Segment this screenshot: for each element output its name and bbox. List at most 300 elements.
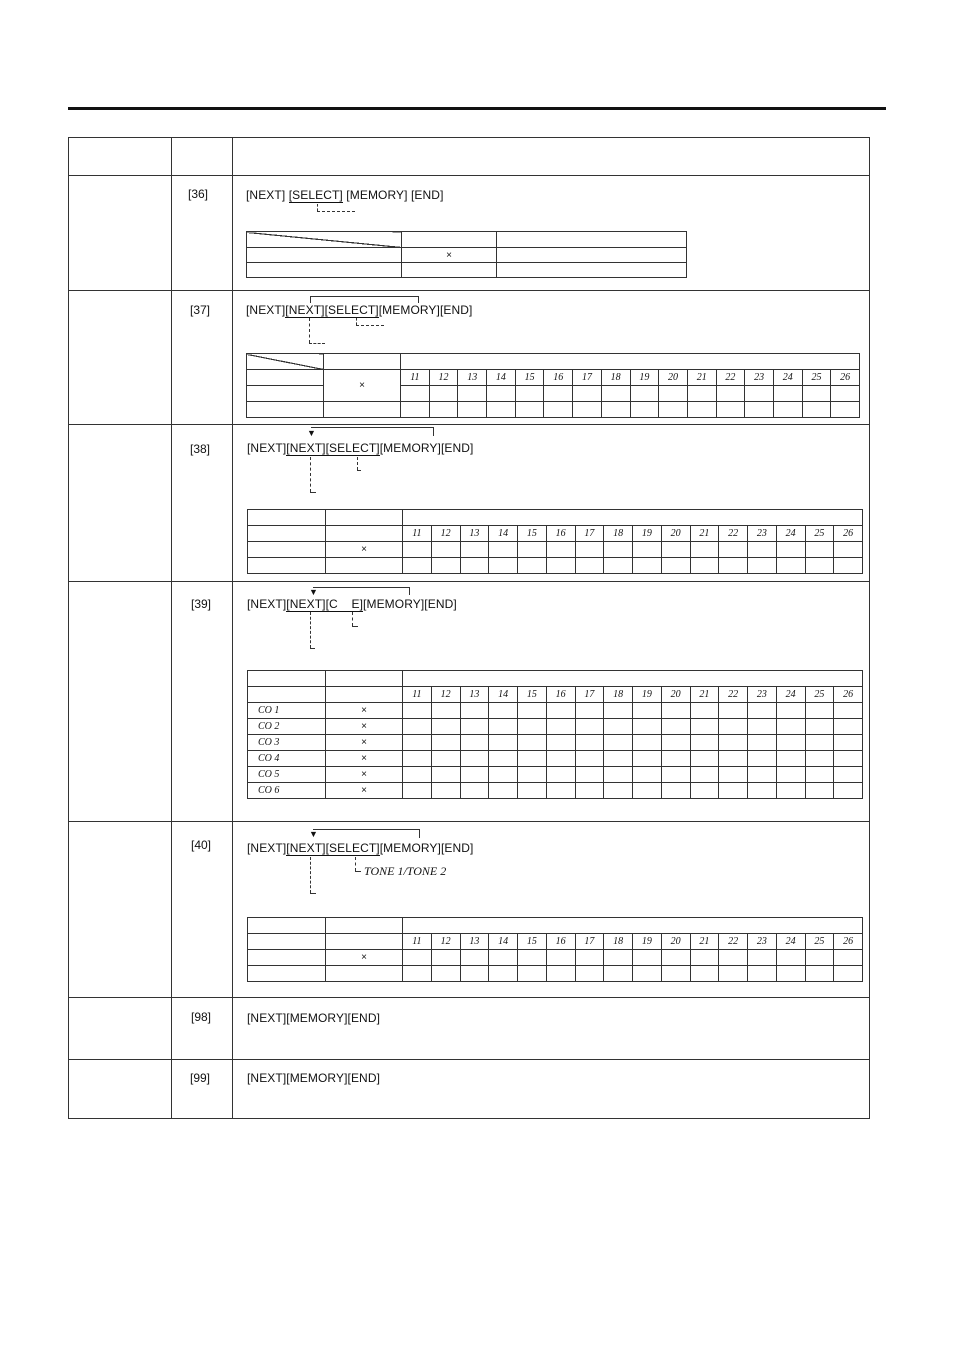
table-cell [403, 542, 432, 558]
key-next: [NEXT] [247, 597, 287, 611]
loop-line [418, 296, 419, 303]
table-cell [748, 719, 777, 735]
default-mark: × [326, 950, 403, 966]
table-cell [460, 703, 489, 719]
table-cell [601, 402, 630, 418]
table-cell [518, 767, 547, 783]
code-40: [40] [191, 838, 212, 852]
table-cell [633, 735, 662, 751]
table-cell [690, 751, 719, 767]
table-cell [773, 402, 802, 418]
table-cell [546, 542, 575, 558]
column-number: 12 [431, 934, 460, 950]
key-select: [SELECT] [288, 188, 343, 202]
column-divider-1 [171, 137, 172, 1119]
table-cell [546, 703, 575, 719]
table-cell [802, 402, 831, 418]
table-cell [546, 751, 575, 767]
key-sequence-98: [NEXT][MEMORY][END] [247, 1011, 381, 1025]
bracket-line [352, 612, 353, 626]
table-cell [515, 386, 544, 402]
table-cell [633, 966, 662, 982]
table-cell [247, 402, 324, 418]
code-36: [36] [188, 187, 209, 201]
column-number: 21 [690, 526, 719, 542]
table-cell [690, 542, 719, 558]
key-select: [SELECT] [325, 441, 380, 455]
table-cell [324, 402, 401, 418]
table-cell [805, 751, 834, 767]
table-cell [604, 703, 633, 719]
co-label: CO 4 [248, 751, 326, 767]
key-next: [NEXT] [247, 841, 287, 855]
table-cell [805, 719, 834, 735]
key-select: [SELECT] [324, 303, 379, 317]
key-next: [NEXT] [286, 597, 326, 611]
column-number: 26 [834, 526, 863, 542]
column-number: 26 [834, 934, 863, 950]
table-cell [805, 783, 834, 799]
bracket-line [317, 211, 355, 212]
bracket-line [310, 857, 311, 893]
loop-line [313, 587, 409, 588]
table-cell [604, 950, 633, 966]
column-number: 23 [745, 370, 774, 386]
code-98: [98] [191, 1010, 212, 1024]
table-cell [401, 402, 430, 418]
column-number: 26 [831, 370, 860, 386]
table-cell [776, 719, 805, 735]
column-number: 15 [518, 526, 547, 542]
table-cell [497, 232, 687, 248]
table-cell [690, 719, 719, 735]
column-number: 26 [834, 687, 863, 703]
table-cell [776, 950, 805, 966]
table-cell [247, 263, 402, 278]
table-cell [719, 783, 748, 799]
table-cell [248, 526, 326, 542]
table-cell [248, 687, 326, 703]
table-cell [834, 735, 863, 751]
default-mark: × [326, 735, 403, 751]
co-label: CO 2 [248, 719, 326, 735]
loop-line [409, 587, 410, 595]
table-cell [604, 735, 633, 751]
table-cell [719, 703, 748, 719]
table-cell [661, 950, 690, 966]
table-cell [805, 950, 834, 966]
column-number: 19 [633, 687, 662, 703]
table-cell [518, 966, 547, 982]
column-number: 14 [489, 526, 518, 542]
table-cell [326, 510, 403, 526]
key-next: [NEXT] [285, 303, 325, 317]
table-cell [776, 558, 805, 574]
option-table-37 [246, 353, 860, 418]
table-cell [690, 783, 719, 799]
table-cell [489, 966, 518, 982]
table-cell [661, 558, 690, 574]
table-cell [515, 402, 544, 418]
table-cell [544, 402, 573, 418]
table-cell [601, 386, 630, 402]
column-number: 16 [546, 687, 575, 703]
table-cell [575, 558, 604, 574]
column-number: 15 [515, 370, 544, 386]
column-number: 11 [403, 934, 432, 950]
table-cell [402, 232, 497, 248]
table-cell [690, 558, 719, 574]
key-memory-end: [MEMORY][END] [363, 597, 457, 611]
default-mark: × [326, 751, 403, 767]
table-cell [748, 767, 777, 783]
table-cell [604, 966, 633, 982]
table-cell [604, 558, 633, 574]
table-cell [431, 542, 460, 558]
key-memory-end: [MEMORY] [END] [342, 188, 444, 202]
key-next: [NEXT] [286, 841, 326, 855]
co-label: CO 3 [248, 735, 326, 751]
table-cell [403, 950, 432, 966]
table-cell [719, 767, 748, 783]
table-cell [805, 767, 834, 783]
table-cell [719, 558, 748, 574]
column-number: 13 [458, 370, 487, 386]
code-99: [99] [190, 1071, 211, 1085]
table-cell [326, 671, 403, 687]
table-cell [489, 719, 518, 735]
column-number: 17 [575, 526, 604, 542]
table-cell [518, 703, 547, 719]
column-number: 20 [661, 934, 690, 950]
column-number: 21 [690, 934, 719, 950]
table-cell [489, 783, 518, 799]
bracket-line [355, 857, 356, 871]
table-cell [604, 751, 633, 767]
default-mark: × [402, 248, 497, 263]
table-cell [633, 719, 662, 735]
table-cell [546, 558, 575, 574]
table-cell [745, 386, 774, 402]
table-cell [633, 703, 662, 719]
row-divider [68, 1059, 870, 1060]
key-memory-end: [MEMORY][END] [378, 303, 473, 317]
table-cell [518, 950, 547, 966]
table-cell [687, 386, 716, 402]
table-cell [834, 751, 863, 767]
table-cell [247, 232, 402, 248]
table-cell [834, 950, 863, 966]
down-arrow-icon: ▼ [309, 829, 318, 839]
bracket-line [357, 457, 358, 470]
column-number: 15 [518, 687, 547, 703]
table-cell [429, 402, 458, 418]
table-cell [805, 966, 834, 982]
co-label: CO 1 [248, 703, 326, 719]
table-cell [460, 950, 489, 966]
default-mark: × [326, 783, 403, 799]
table-cell [546, 719, 575, 735]
table-cell [248, 934, 326, 950]
table-cell [546, 735, 575, 751]
table-cell [403, 703, 432, 719]
column-number: 23 [748, 526, 777, 542]
table-cell [633, 950, 662, 966]
table-cell [690, 950, 719, 966]
column-number: 19 [633, 934, 662, 950]
table-cell [575, 966, 604, 982]
column-number: 14 [489, 687, 518, 703]
column-number: 13 [460, 526, 489, 542]
code-38: [38] [190, 442, 211, 456]
key-next: [NEXT] [247, 441, 287, 455]
loop-line [310, 296, 418, 297]
bracket-line [317, 204, 318, 211]
table-cell [719, 751, 748, 767]
table-cell [489, 767, 518, 783]
column-number: 16 [544, 370, 573, 386]
column-number: 14 [489, 934, 518, 950]
table-cell [518, 719, 547, 735]
key-select: [SELECT] [325, 841, 380, 855]
key-sequence-40 [247, 841, 473, 855]
option-table-40 [247, 917, 863, 982]
column-number: 22 [716, 370, 745, 386]
table-cell [690, 767, 719, 783]
table-cell [460, 719, 489, 735]
table-cell [834, 767, 863, 783]
column-number: 17 [575, 934, 604, 950]
column-number: 25 [805, 687, 834, 703]
column-number: 25 [802, 370, 831, 386]
column-number: 11 [401, 370, 430, 386]
table-cell [633, 751, 662, 767]
row-divider [68, 424, 870, 425]
column-number: 22 [719, 687, 748, 703]
table-cell [630, 386, 659, 402]
table-cell [748, 558, 777, 574]
table-cell [518, 735, 547, 751]
code-37: [37] [190, 303, 211, 317]
column-number: 12 [431, 526, 460, 542]
table-cell [633, 558, 662, 574]
table-cell [248, 510, 326, 526]
table-cell [802, 386, 831, 402]
table-cell [661, 783, 690, 799]
table-cell [805, 558, 834, 574]
table-cell [776, 735, 805, 751]
table-cell [716, 386, 745, 402]
default-mark: × [324, 370, 401, 402]
table-cell [575, 703, 604, 719]
table-cell [633, 767, 662, 783]
table-cell [403, 918, 863, 934]
table-cell [661, 735, 690, 751]
column-number: 24 [776, 526, 805, 542]
table-cell [489, 703, 518, 719]
table-cell [659, 386, 688, 402]
loop-line [310, 296, 311, 303]
table-cell [546, 966, 575, 982]
table-cell [661, 542, 690, 558]
table-cell [805, 542, 834, 558]
table-cell [773, 386, 802, 402]
table-cell [575, 767, 604, 783]
table-cell [661, 719, 690, 735]
table-cell [661, 966, 690, 982]
column-number: 14 [487, 370, 516, 386]
co-label: CO 5 [248, 767, 326, 783]
table-cell [326, 687, 403, 703]
table-cell [431, 719, 460, 735]
column-number: 12 [431, 687, 460, 703]
table-cell [460, 767, 489, 783]
table-cell [497, 263, 687, 278]
bracket-line [352, 626, 358, 627]
column-number: 25 [805, 526, 834, 542]
table-cell [604, 767, 633, 783]
code-39: [39] [191, 597, 212, 611]
row-divider [68, 821, 870, 822]
table-cell [748, 966, 777, 982]
table-cell [604, 783, 633, 799]
bracket-line [309, 343, 325, 344]
table-cell [326, 966, 403, 982]
default-mark: × [326, 767, 403, 783]
column-number: 17 [575, 687, 604, 703]
table-cell [575, 751, 604, 767]
key-sequence-37 [246, 303, 472, 317]
table-cell [460, 751, 489, 767]
default-mark: × [326, 542, 403, 558]
column-number: 18 [604, 526, 633, 542]
table-cell [776, 966, 805, 982]
table-cell [719, 542, 748, 558]
table-cell [719, 950, 748, 966]
table-cell [497, 248, 687, 263]
table-cell [748, 542, 777, 558]
down-arrow-icon: ▼ [307, 428, 316, 438]
column-number: 19 [630, 370, 659, 386]
bracket-line [355, 871, 361, 872]
key-next: [NEXT] [286, 441, 326, 455]
table-cell [745, 402, 774, 418]
table-cell [776, 767, 805, 783]
table-cell [458, 386, 487, 402]
table-cell [489, 751, 518, 767]
key-memory-end: [MEMORY][END] [379, 841, 474, 855]
table-cell [633, 783, 662, 799]
table-cell [487, 386, 516, 402]
table-cell [575, 735, 604, 751]
table-cell [831, 386, 860, 402]
table-cell [247, 354, 324, 370]
table-cell [489, 558, 518, 574]
column-number: 22 [719, 934, 748, 950]
co-label: CO 6 [248, 783, 326, 799]
table-cell [248, 950, 326, 966]
bracket-line [310, 648, 315, 649]
table-cell [661, 767, 690, 783]
table-cell [776, 542, 805, 558]
table-cell [544, 386, 573, 402]
bracket-line [310, 457, 311, 492]
table-cell [834, 966, 863, 982]
table-cell [805, 735, 834, 751]
table-cell [630, 402, 659, 418]
table-cell [834, 558, 863, 574]
option-table-36 [246, 231, 687, 278]
table-cell [834, 542, 863, 558]
bracket-line [356, 325, 384, 326]
table-cell [776, 703, 805, 719]
table-cell [546, 783, 575, 799]
option-table-38 [247, 509, 863, 574]
column-number: 12 [429, 370, 458, 386]
column-number: 22 [719, 526, 748, 542]
loop-line [313, 829, 419, 830]
bracket-line [356, 318, 357, 325]
table-cell [460, 542, 489, 558]
table-cell [403, 719, 432, 735]
column-divider-2 [232, 137, 233, 1119]
table-cell [429, 386, 458, 402]
key-memory-end: [MEMORY][END] [379, 441, 474, 455]
column-number: 23 [748, 687, 777, 703]
column-number: 20 [659, 370, 688, 386]
table-cell [573, 402, 602, 418]
table-cell [248, 918, 326, 934]
column-number: 20 [661, 687, 690, 703]
column-number: 11 [403, 526, 432, 542]
table-cell [748, 703, 777, 719]
key-code-entry: [C E] [325, 597, 364, 611]
table-cell [518, 558, 547, 574]
table-cell [690, 735, 719, 751]
column-number: 13 [460, 934, 489, 950]
table-cell [690, 966, 719, 982]
table-cell [776, 783, 805, 799]
table-cell [324, 354, 401, 370]
table-cell [575, 783, 604, 799]
table-cell [575, 542, 604, 558]
key-sequence-38 [247, 441, 473, 455]
key-next: [NEXT] [246, 188, 289, 202]
row-divider [68, 290, 870, 291]
loop-line [419, 829, 420, 838]
table-cell [326, 934, 403, 950]
table-cell [403, 510, 863, 526]
table-cell [326, 526, 403, 542]
table-cell [546, 950, 575, 966]
row-divider [68, 581, 870, 582]
table-cell [687, 402, 716, 418]
column-number: 16 [546, 934, 575, 950]
table-cell [518, 783, 547, 799]
table-cell [403, 783, 432, 799]
bracket-line [310, 612, 311, 648]
table-cell [661, 703, 690, 719]
column-number: 21 [690, 687, 719, 703]
column-number: 18 [601, 370, 630, 386]
table-cell [248, 671, 326, 687]
table-cell [248, 558, 326, 574]
key-next: [NEXT] [246, 303, 286, 317]
key-sequence-36 [246, 188, 444, 202]
table-cell [431, 950, 460, 966]
table-cell [518, 542, 547, 558]
table-cell [776, 751, 805, 767]
